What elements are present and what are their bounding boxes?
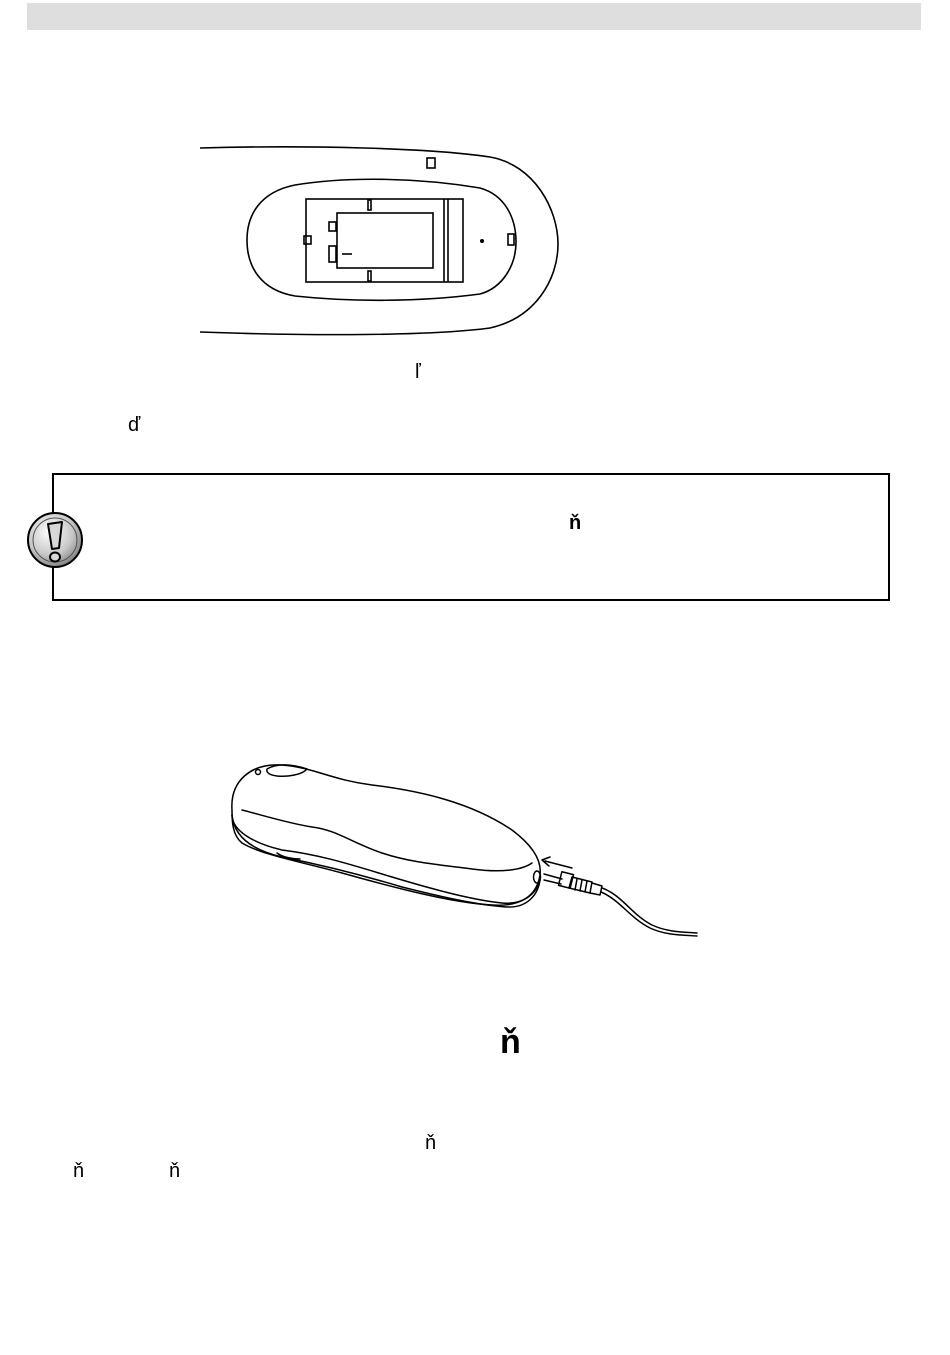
paragraph-2-glyph-3: ň bbox=[169, 1160, 181, 1182]
figure-caption-glyph: ľ bbox=[415, 361, 421, 383]
battery-compartment-figure bbox=[190, 140, 570, 345]
handset-cable-figure bbox=[222, 755, 702, 940]
paragraph-2-glyph-2: ň bbox=[73, 1160, 85, 1182]
exclamation-icon bbox=[26, 512, 86, 572]
note-glyph: ň bbox=[569, 512, 582, 534]
paragraph-2-glyph-1: ň bbox=[425, 1132, 437, 1154]
header-bar bbox=[27, 3, 921, 30]
section-heading-glyph: ň bbox=[500, 1023, 521, 1061]
note-box bbox=[52, 473, 890, 601]
paragraph-1-glyph: ď bbox=[128, 414, 141, 436]
